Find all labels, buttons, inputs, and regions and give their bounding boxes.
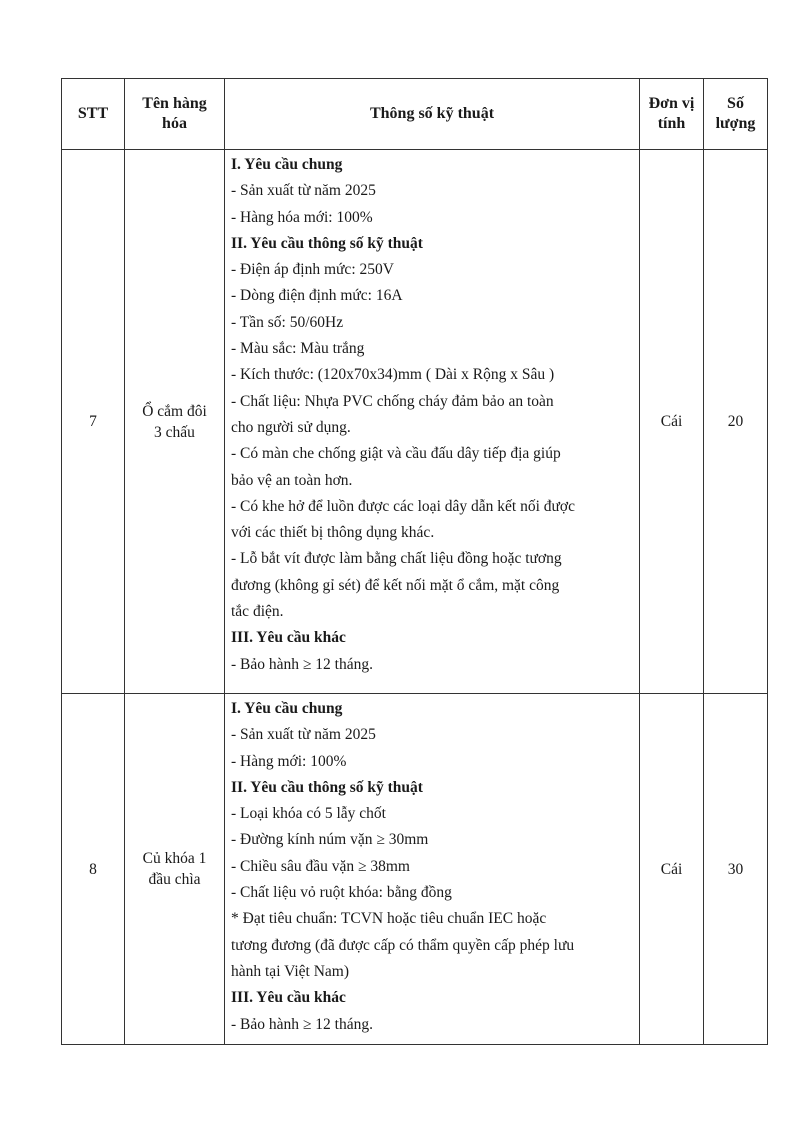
cell-spec	[225, 150, 640, 694]
spec-line: - Chất liệu: Nhựa PVC chống cháy đảm bảo an toàn	[231, 392, 554, 410]
header-spec: Thông số kỹ thuật	[225, 79, 640, 150]
spec-line: - Điện áp định mức: 250V	[231, 261, 394, 279]
spec-line: bảo vệ an toàn hơn.	[231, 471, 353, 489]
table-row	[62, 150, 768, 694]
header-row	[62, 79, 768, 150]
spec-line: tương đương (đã được cấp có thẩm quyền cấp phép lưu	[231, 936, 575, 954]
cell-name: Ổ cắm đôi 3 chấu	[125, 150, 225, 694]
spec-line: - Hàng hóa mới: 100%	[231, 208, 373, 226]
spec-line: - Đường kính núm vặn ≥ 30mm	[231, 831, 429, 849]
spec-line: - Hàng mới: 100%	[231, 752, 347, 770]
spec-line: với các thiết bị thông dụng khác.	[231, 524, 435, 542]
header-unit: Đơn vị tính	[640, 79, 704, 150]
spec-line: đương (không gỉ sét) để kết nối mặt ổ cắm, mặt công	[231, 576, 560, 594]
spec-heading: II. Yêu cầu thông số kỹ thuật	[231, 234, 423, 252]
cell-spec	[225, 694, 640, 1045]
spec-line: - Bảo hành ≥ 12 tháng.	[231, 655, 373, 673]
cell-name: Củ khóa 1 đầu chìa	[125, 694, 225, 1045]
spec-line: * Đạt tiêu chuẩn: TCVN hoặc tiêu chuẩn IEC hoặc	[231, 910, 547, 928]
spec-line: - Sản xuất từ năm 2025	[231, 726, 376, 744]
spec-line: - Sản xuất từ năm 2025	[231, 182, 376, 200]
spec-line: - Tần số: 50/60Hz	[231, 313, 344, 331]
cell-unit: Cái	[640, 694, 704, 1045]
spec-heading: II. Yêu cầu thông số kỹ thuật	[231, 778, 423, 796]
spec-line: - Chất liệu vỏ ruột khóa: bằng đồng	[231, 884, 452, 902]
spec-line: - Có khe hở để luồn được các loại dây dẫn kết nối được	[231, 497, 575, 515]
spec-table	[61, 78, 768, 1045]
spec-line: - Màu sắc: Màu trắng	[231, 340, 365, 358]
spec-line: - Chiều sâu đầu vặn ≥ 38mm	[231, 857, 410, 875]
spec-line: - Kích thước: (120x70x34)mm ( Dài x Rộng x Sâu )	[231, 366, 555, 384]
spec-heading: I. Yêu cầu chung	[231, 700, 343, 717]
cell-stt: 7	[62, 150, 125, 694]
spec-line: - Dòng điện định mức: 16A	[231, 287, 403, 305]
spec-line: - Có màn che chống giật và cầu đấu dây tiếp địa giúp	[231, 445, 561, 463]
spec-heading: I. Yêu cầu chung	[231, 156, 343, 173]
spec-line: - Bảo hành ≥ 12 tháng.	[231, 1015, 373, 1033]
spec-line: - Loại khóa có 5 lẫy chốt	[231, 805, 386, 823]
cell-unit: Cái	[640, 150, 704, 694]
spec-line: cho người sử dụng.	[231, 418, 351, 436]
spec-line: hành tại Việt Nam)	[231, 962, 350, 980]
spec-lines	[231, 152, 635, 678]
spec-heading: III. Yêu cầu khác	[231, 989, 346, 1007]
header-stt: STT	[62, 79, 125, 150]
spec-line: tắc điện.	[231, 603, 284, 621]
spec-heading: III. Yêu cầu khác	[231, 629, 346, 647]
cell-qty: 20	[704, 150, 768, 694]
table-row	[62, 694, 768, 1045]
cell-stt: 8	[62, 694, 125, 1045]
header-qty: Số lượng	[704, 79, 768, 150]
spec-line: - Lỗ bắt vít được làm bằng chất liệu đồng hoặc tương	[231, 550, 562, 568]
cell-qty: 30	[704, 694, 768, 1045]
spec-lines	[231, 696, 635, 1038]
header-name: Tên hàng hóa	[125, 79, 225, 150]
